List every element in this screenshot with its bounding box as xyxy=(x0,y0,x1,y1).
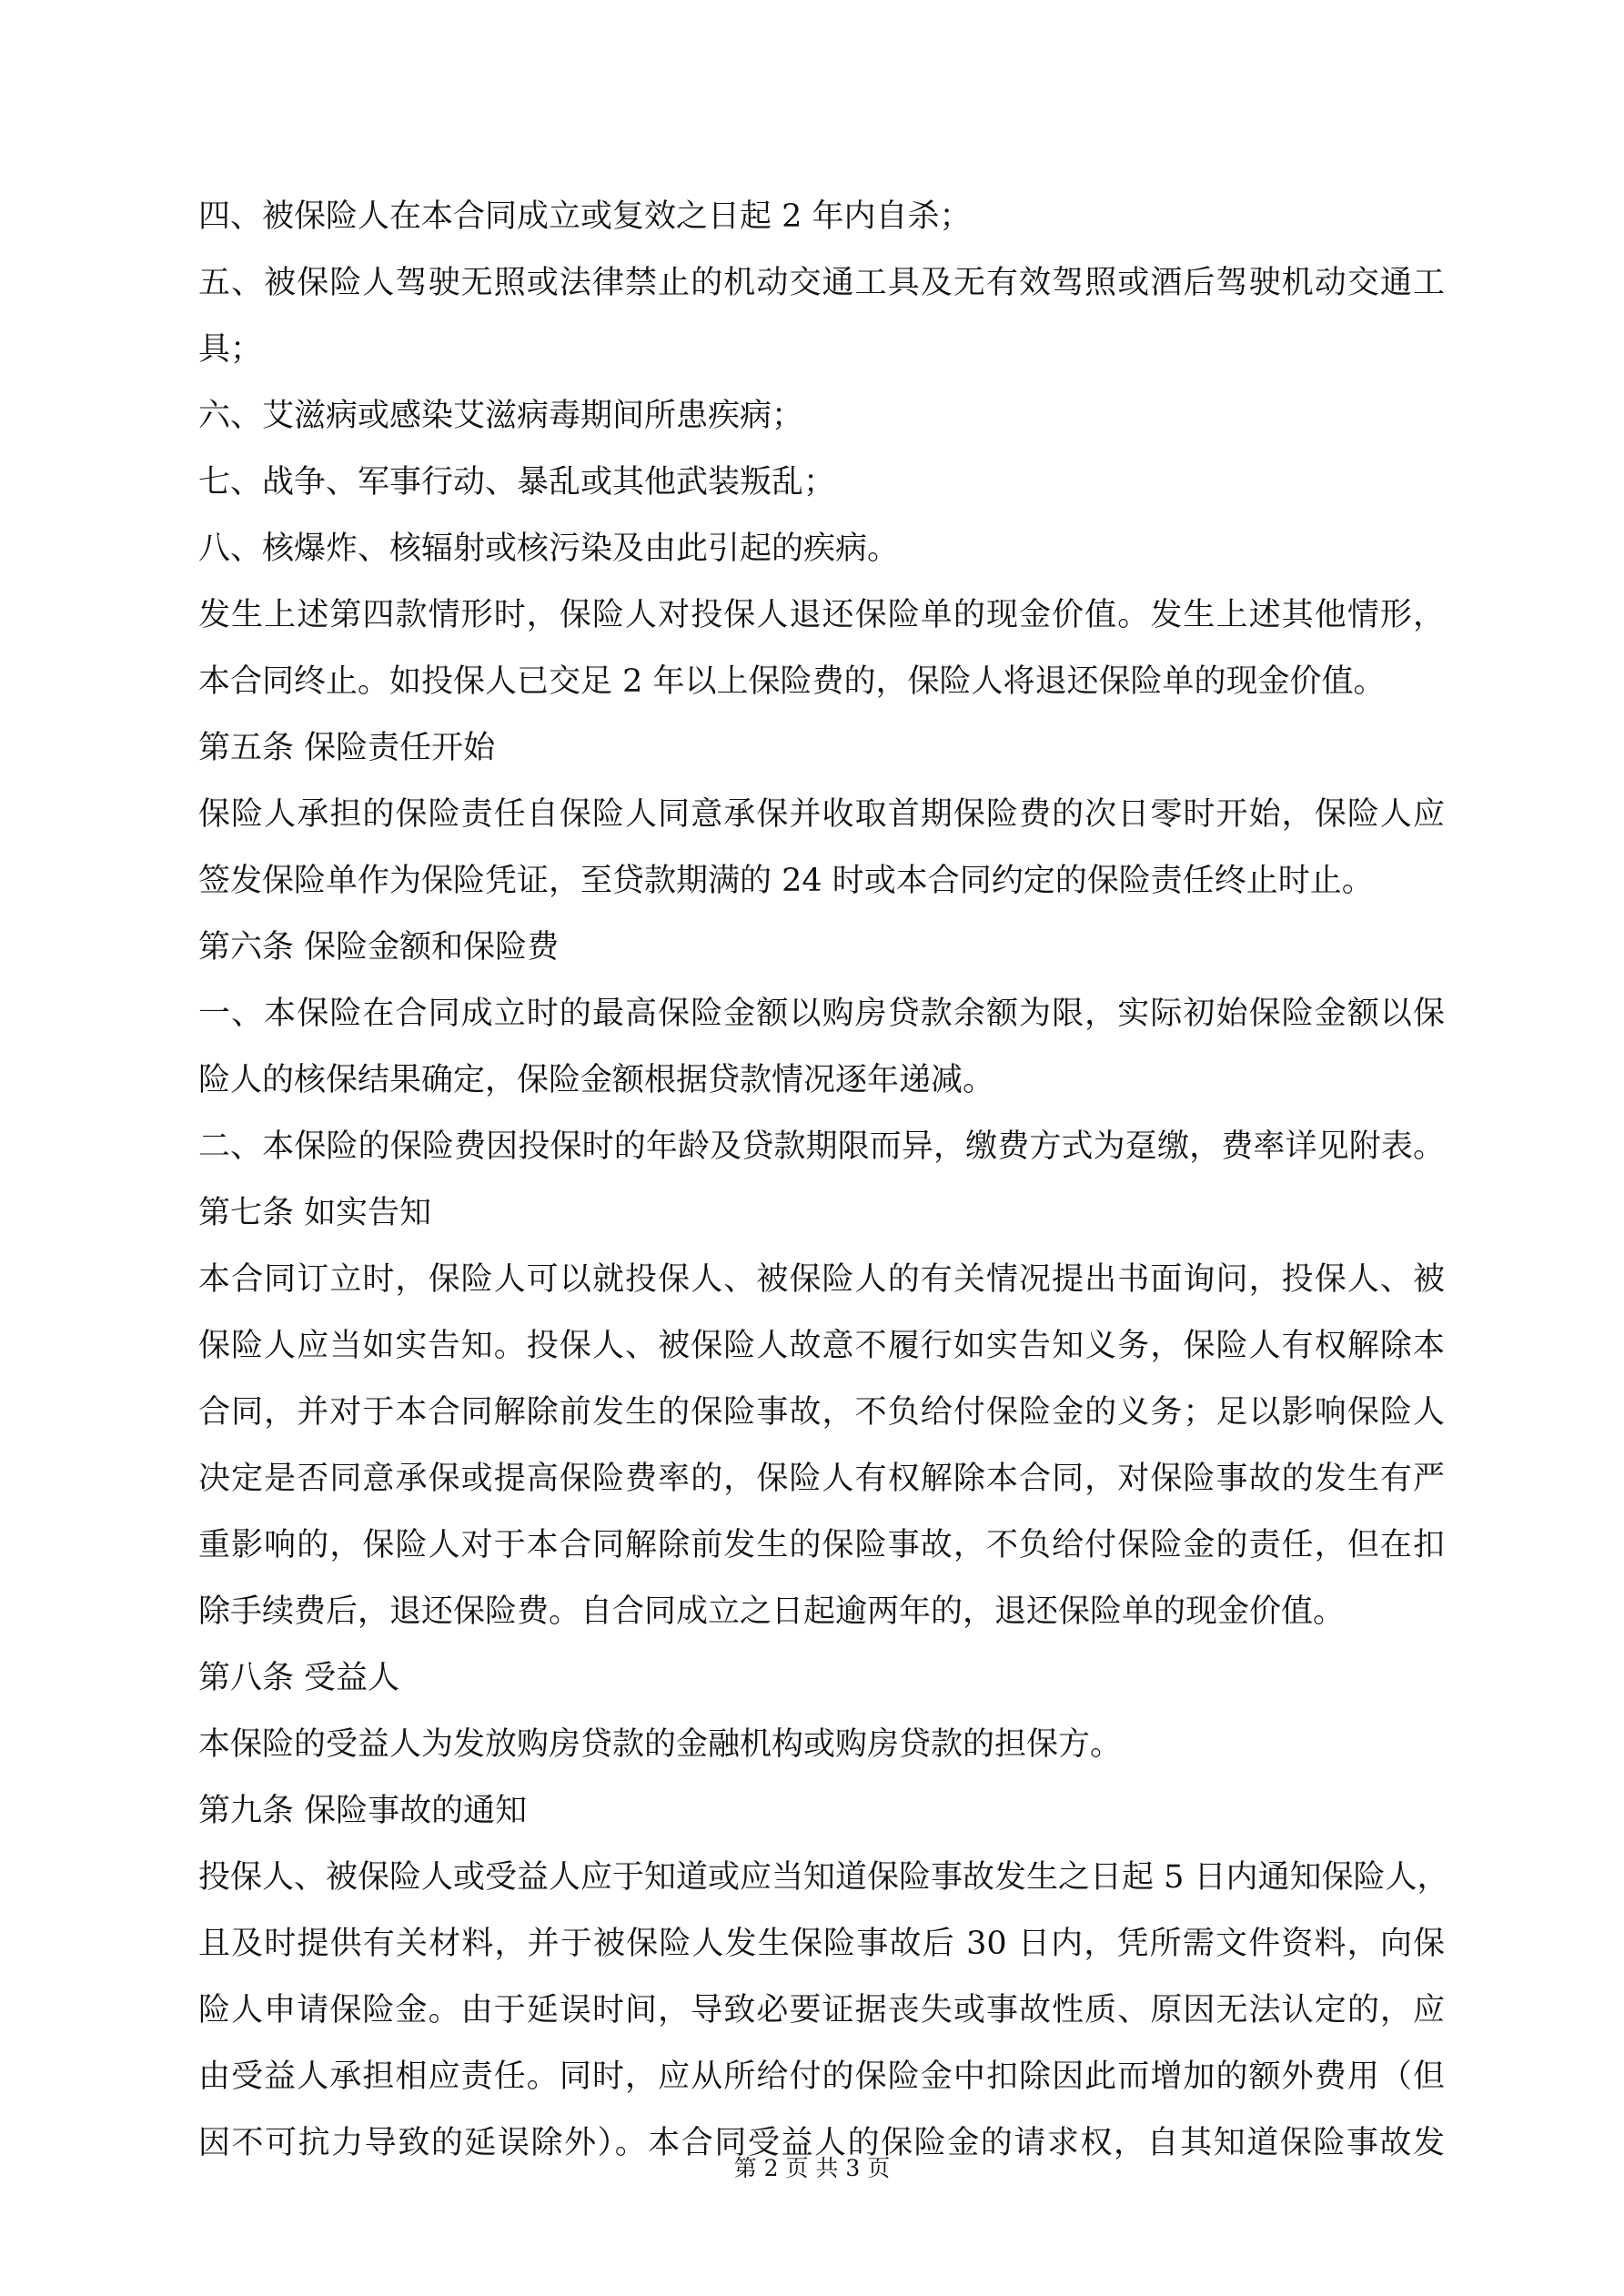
text-line: 本合同终止。如投保人已交足 2 年以上保险费的，保险人将退还保险单的现金价值。 xyxy=(198,663,1386,700)
text-line: 六、艾滋病或感染艾滋病毒期间所患疾病； xyxy=(198,398,804,434)
text-line: 七、战争、军事行动、暴乱或其他武装叛乱； xyxy=(198,464,836,501)
text-line: 合同，并对于本合同解除前发生的保险事故，不负给付保险金的义务；足以影响保险人 xyxy=(198,1394,1445,1431)
section-heading: 第七条 如实告知 xyxy=(198,1195,432,1231)
text-line: 本保险的受益人为发放购房贷款的金融机构或购房贷款的担保方。 xyxy=(198,1726,1123,1763)
section-heading: 第九条 保险事故的通知 xyxy=(198,1793,528,1829)
text-line: 具； xyxy=(198,331,263,368)
text-line: 保险人承担的保险责任自保险人同意承保并收取首期保险费的次日零时开始，保险人应 xyxy=(198,796,1445,833)
text-line: 投保人、被保险人或受益人应于知道或应当知道保险事故发生之日起 5 日内通知保险人， xyxy=(198,1859,1449,1896)
text-line: 除手续费后，退还保险费。自合同成立之日起逾两年的，退还保险单的现金价值。 xyxy=(198,1593,1346,1630)
section-heading: 第八条 受益人 xyxy=(198,1660,400,1696)
section-heading: 第六条 保险金额和保险费 xyxy=(198,929,560,966)
text-line: 本合同订立时，保险人可以就投保人、被保险人的有关情况提出书面询问，投保人、被 xyxy=(198,1261,1445,1298)
text-line: 且及时提供有关材料，并于被保险人发生保险事故后 30 日内，凭所需文件资料，向保 xyxy=(198,1926,1445,1962)
text-line: 决定是否同意承保或提高保险费率的，保险人有权解除本合同，对保险事故的发生有严 xyxy=(198,1461,1445,1497)
page-number-footer: 第 2 页 共 3 页 xyxy=(733,2155,891,2181)
section-heading: 第五条 保险责任开始 xyxy=(198,730,496,766)
text-line: 八、核爆炸、核辐射或核污染及由此引起的疾病。 xyxy=(198,531,900,567)
text-line: 签发保险单作为保险凭证，至贷款期满的 24 时或本合同约定的保险责任终止时止。 xyxy=(198,863,1374,899)
text-line: 二、本保险的保险费因投保时的年龄及贷款期限而异，缴费方式为趸缴，费率详见附表。 xyxy=(198,1128,1445,1165)
text-line: 险人的核保结果确定，保险金额根据贷款情况逐年递减。 xyxy=(198,1062,995,1098)
text-line: 因不可抗力导致的延误除外）。本合同受益人的保险金的请求权，自其知道保险事故发 xyxy=(198,2125,1445,2161)
text-line: 保险人应当如实告知。投保人、被保险人故意不履行如实告知义务，保险人有权解除本 xyxy=(198,1328,1445,1364)
text-line: 五、被保险人驾驶无照或法律禁止的机动交通工具及无有效驾照或酒后驾驶机动交通工 xyxy=(198,265,1445,301)
text-line: 重影响的，保险人对于本合同解除前发生的保险事故，不负给付保险金的责任，但在扣 xyxy=(198,1527,1445,1563)
text-line: 一、本保险在合同成立时的最高保险金额以购房贷款余额为限，实际初始保险金额以保 xyxy=(198,996,1445,1032)
text-line: 险人申请保险金。由于延误时间，导致必要证据丧失或事故性质、原因无法认定的，应 xyxy=(198,1992,1445,2028)
document-body xyxy=(198,198,1449,2191)
text-line: 四、被保险人在本合同成立或复效之日起 2 年内自杀； xyxy=(198,198,972,235)
text-line: 发生上述第四款情形时，保险人对投保人退还保险单的现金价值。发生上述其他情形， xyxy=(198,597,1445,633)
text-line: 由受益人承担相应责任。同时，应从所给付的保险金中扣除因此而增加的额外费用（但 xyxy=(198,2058,1445,2095)
